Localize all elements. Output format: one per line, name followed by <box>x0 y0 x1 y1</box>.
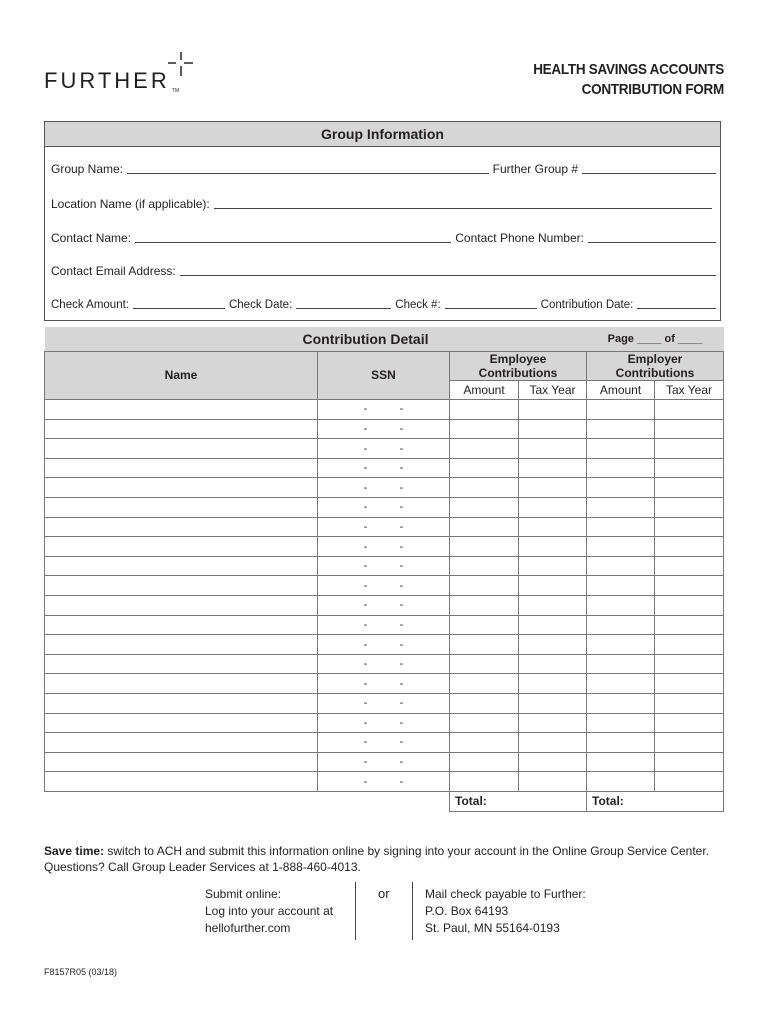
ssn-dash: - <box>399 638 404 651</box>
ssn-dash: - <box>399 540 404 553</box>
ssn-dash: - <box>399 403 404 416</box>
submit-url[interactable]: hellofurther.com <box>205 921 291 935</box>
employer-amount-cell[interactable] <box>587 694 655 714</box>
employee-tax-year-cell[interactable] <box>519 694 587 714</box>
ssn-cell[interactable] <box>318 733 450 753</box>
name-cell[interactable] <box>45 654 318 674</box>
ssn-dash: - <box>363 501 368 514</box>
name-cell[interactable] <box>45 674 318 694</box>
employer-tax-year-cell[interactable] <box>655 733 724 753</box>
group-name-field[interactable] <box>127 161 489 174</box>
divider-left <box>355 882 356 940</box>
employee-tax-year-cell[interactable] <box>519 772 587 792</box>
table-row <box>45 654 724 674</box>
employer-amount-cell[interactable] <box>587 400 655 420</box>
table-row <box>45 400 724 420</box>
ssn-dash: - <box>363 716 368 729</box>
ssn-cell[interactable] <box>318 517 450 537</box>
ssn-cell[interactable] <box>318 752 450 772</box>
table-row <box>45 772 724 792</box>
ssn-cell[interactable] <box>318 439 450 459</box>
name-cell[interactable] <box>45 694 318 714</box>
employer-total-label: Total: <box>592 794 624 809</box>
employer-tax-year-cell[interactable] <box>655 458 724 478</box>
logo-text: FURTHER <box>44 68 170 93</box>
table-row <box>45 439 724 459</box>
employer-tax-year-cell[interactable] <box>655 556 724 576</box>
employer-amount-cell[interactable] <box>587 439 655 459</box>
name-cell[interactable] <box>45 537 318 557</box>
employer-tax-year-cell[interactable] <box>655 419 724 439</box>
employee-amount-cell[interactable] <box>450 537 519 557</box>
employer-amount-cell[interactable] <box>587 576 655 596</box>
check-amount-label: Check Amount: <box>51 299 129 311</box>
employee-total-label: Total: <box>455 794 487 809</box>
employer-amount-cell[interactable] <box>587 478 655 498</box>
ssn-cell[interactable] <box>318 635 450 655</box>
ssn-dash: - <box>399 756 404 769</box>
submit-online-block <box>205 886 333 937</box>
ssn-dash: - <box>399 618 404 631</box>
mail-line-3: St. Paul, MN 55164-0193 <box>425 921 560 935</box>
employee-tax-year-cell[interactable] <box>519 713 587 733</box>
contribution-detail-table <box>44 327 724 812</box>
ssn-dash: - <box>399 736 404 749</box>
employer-amount-cell[interactable] <box>587 635 655 655</box>
contact-name-field[interactable] <box>135 230 451 243</box>
employee-amount-cell[interactable] <box>450 458 519 478</box>
employer-tax-year-cell[interactable] <box>655 615 724 635</box>
check-date-field[interactable] <box>296 296 391 309</box>
employee-tax-year-cell[interactable] <box>519 576 587 596</box>
contact-phone-label: Contact Phone Number: <box>455 231 584 245</box>
further-group-label: Further Group # <box>492 162 578 176</box>
page-of-label: Page ____ of ____ <box>587 327 724 351</box>
employee-amount-cell[interactable] <box>450 654 519 674</box>
employee-total-cell[interactable] <box>450 791 587 811</box>
save-time-note <box>44 843 734 875</box>
name-cell[interactable] <box>45 772 318 792</box>
ssn-dash: - <box>363 481 368 494</box>
employee-amount-cell[interactable] <box>450 596 519 616</box>
employer-tax-year-cell[interactable] <box>655 713 724 733</box>
further-group-field[interactable] <box>582 161 716 174</box>
ssn-dash: - <box>363 599 368 612</box>
ssn-cell[interactable] <box>318 537 450 557</box>
ssn-dash: - <box>363 560 368 573</box>
employee-tax-year-cell[interactable] <box>519 596 587 616</box>
ssn-dash: - <box>399 481 404 494</box>
ssn-dash: - <box>363 658 368 671</box>
ssn-cell[interactable] <box>318 694 450 714</box>
ssn-cell[interactable] <box>318 772 450 792</box>
ssn-dash: - <box>363 736 368 749</box>
ssn-dash: - <box>363 756 368 769</box>
employer-tax-year-cell[interactable] <box>655 694 724 714</box>
ssn-cell[interactable] <box>318 400 450 420</box>
table-row <box>45 478 724 498</box>
employer-amount-cell[interactable] <box>587 596 655 616</box>
ssn-dash: - <box>363 618 368 631</box>
name-cell[interactable] <box>45 478 318 498</box>
submit-line-1: Submit online: <box>205 887 282 901</box>
contribution-date-label: Contribution Date: <box>540 299 634 311</box>
employer-tax-year-cell[interactable] <box>655 537 724 557</box>
table-row <box>45 615 724 635</box>
name-cell[interactable] <box>45 419 318 439</box>
employer-contributions-header: Employer Contributions <box>587 351 724 380</box>
ssn-dash: - <box>363 677 368 690</box>
employer-tax-year-cell[interactable] <box>655 596 724 616</box>
table-row <box>45 752 724 772</box>
ssn-cell[interactable] <box>318 458 450 478</box>
check-number-field[interactable] <box>445 296 537 309</box>
employee-tax-year-cell[interactable] <box>519 654 587 674</box>
employer-tax-year-cell[interactable] <box>655 439 724 459</box>
check-date-label: Check Date: <box>228 299 293 311</box>
ssn-cell[interactable] <box>318 419 450 439</box>
employer-tax-year-cell[interactable] <box>655 576 724 596</box>
employee-tax-year-cell[interactable] <box>519 439 587 459</box>
ssn-cell[interactable] <box>318 713 450 733</box>
employee-tax-year-cell[interactable] <box>519 419 587 439</box>
employee-amount-cell[interactable] <box>450 615 519 635</box>
employee-amount-cell[interactable] <box>450 674 519 694</box>
ssn-cell[interactable] <box>318 596 450 616</box>
ssn-dash: - <box>399 501 404 514</box>
ssn-cell[interactable] <box>318 576 450 596</box>
form-number: F8157R05 (03/18) <box>44 967 118 977</box>
contact-email-row <box>51 260 716 278</box>
table-row <box>45 517 724 537</box>
mail-check-block <box>425 886 586 937</box>
employer-amount-cell[interactable] <box>587 654 655 674</box>
ssn-dash: - <box>363 775 368 788</box>
ssn-dash: - <box>363 579 368 592</box>
employee-amount-cell[interactable] <box>450 752 519 772</box>
ssn-dash: - <box>399 677 404 690</box>
ssn-dash: - <box>363 442 368 455</box>
ssn-dash: - <box>363 638 368 651</box>
ssn-dash: - <box>399 442 404 455</box>
ssn-dash: - <box>399 560 404 573</box>
check-amount-field[interactable] <box>133 296 225 309</box>
ssn-dash: - <box>399 775 404 788</box>
table-row <box>45 733 724 753</box>
ssn-column-header: SSN <box>318 351 450 400</box>
table-row <box>45 556 724 576</box>
employee-tax-year-cell[interactable] <box>519 615 587 635</box>
divider-right <box>412 882 413 940</box>
employer-amount-cell[interactable] <box>587 674 655 694</box>
ssn-dash: - <box>363 403 368 416</box>
employee-tax-year-cell[interactable] <box>519 674 587 694</box>
save-time-text: switch to ACH and submit this information online by signing into your account in the Online Group Service Center. <box>104 844 710 858</box>
mail-line-2: P.O. Box 64193 <box>425 904 509 918</box>
name-cell[interactable] <box>45 615 318 635</box>
location-label: Location Name (if applicable): <box>51 197 210 211</box>
employee-tax-year-cell[interactable] <box>519 537 587 557</box>
employer-total-cell[interactable] <box>587 791 724 811</box>
save-time-bold: Save time: <box>44 844 105 858</box>
ssn-dash: - <box>399 520 404 533</box>
ssn-cell[interactable] <box>318 478 450 498</box>
ssn-dash: - <box>399 658 404 671</box>
title-line-1: HEALTH SAVINGS ACCOUNTS <box>533 61 724 78</box>
employer-amount-cell[interactable] <box>587 517 655 537</box>
employer-amount-header: Amount <box>587 380 655 400</box>
employer-amount-cell[interactable] <box>587 615 655 635</box>
employee-amount-cell[interactable] <box>450 419 519 439</box>
mail-line-1: Mail check payable to Further: <box>425 887 586 901</box>
employer-tax-year-cell[interactable] <box>655 517 724 537</box>
table-row <box>45 596 724 616</box>
employer-tax-year-cell[interactable] <box>655 635 724 655</box>
employer-amount-cell[interactable] <box>587 733 655 753</box>
table-row <box>45 419 724 439</box>
ssn-dash: - <box>399 462 404 475</box>
check-row <box>51 293 716 311</box>
employer-tax-year-cell[interactable] <box>655 674 724 694</box>
title-line-2: CONTRIBUTION FORM <box>581 81 724 98</box>
questions-text: Questions? Call Group Leader Services at 1-888-460-4013. <box>44 860 361 874</box>
contact-name-label: Contact Name: <box>51 231 132 245</box>
employer-tax-year-cell[interactable] <box>655 752 724 772</box>
employer-amount-cell[interactable] <box>587 772 655 792</box>
contribution-detail-header: Contribution Detail <box>45 327 587 351</box>
group-name-label: Group Name: <box>51 162 124 176</box>
name-cell[interactable] <box>45 458 318 478</box>
contact-name-row <box>51 227 716 245</box>
name-cell[interactable] <box>45 576 318 596</box>
employee-tax-year-cell[interactable] <box>519 635 587 655</box>
employee-amount-cell[interactable] <box>450 400 519 420</box>
employee-tax-year-cell[interactable] <box>519 400 587 420</box>
name-column-header: Name <box>45 351 318 400</box>
name-cell[interactable] <box>45 498 318 518</box>
employee-amount-cell[interactable] <box>450 713 519 733</box>
table-row <box>45 635 724 655</box>
check-number-label: Check #: <box>395 299 441 311</box>
employer-amount-cell[interactable] <box>587 498 655 518</box>
table-row <box>45 576 724 596</box>
employee-amount-header: Amount <box>450 380 519 400</box>
contact-phone-field[interactable] <box>588 230 716 243</box>
employee-tax-year-header: Tax Year <box>519 380 587 400</box>
ssn-dash: - <box>363 540 368 553</box>
employee-tax-year-cell[interactable] <box>519 458 587 478</box>
logo-trademark: TM <box>172 88 180 94</box>
employer-tax-year-cell[interactable] <box>655 772 724 792</box>
ssn-dash: - <box>399 599 404 612</box>
name-cell[interactable] <box>45 752 318 772</box>
table-row <box>45 694 724 714</box>
employee-tax-year-cell[interactable] <box>519 752 587 772</box>
ssn-cell[interactable] <box>318 674 450 694</box>
employee-amount-cell[interactable] <box>450 439 519 459</box>
employer-amount-cell[interactable] <box>587 458 655 478</box>
group-name-row <box>51 158 716 176</box>
ssn-dash: - <box>363 462 368 475</box>
employee-amount-cell[interactable] <box>450 694 519 714</box>
employer-amount-cell[interactable] <box>587 752 655 772</box>
employer-tax-year-cell[interactable] <box>655 498 724 518</box>
or-label: or <box>378 886 390 901</box>
employer-amount-cell[interactable] <box>587 419 655 439</box>
ssn-cell[interactable] <box>318 556 450 576</box>
table-row <box>45 458 724 478</box>
employer-tax-year-header: Tax Year <box>655 380 724 400</box>
further-logo <box>44 70 170 92</box>
name-cell[interactable] <box>45 400 318 420</box>
employee-tax-year-cell[interactable] <box>519 556 587 576</box>
group-information-box <box>44 121 721 321</box>
employer-tax-year-cell[interactable] <box>655 478 724 498</box>
employee-amount-cell[interactable] <box>450 635 519 655</box>
contact-email-label: Contact Email Address: <box>51 264 176 278</box>
location-field[interactable] <box>214 196 712 209</box>
employee-amount-cell[interactable] <box>450 576 519 596</box>
name-cell[interactable] <box>45 733 318 753</box>
ssn-dash: - <box>363 422 368 435</box>
ssn-dash: - <box>399 422 404 435</box>
employee-amount-cell[interactable] <box>450 733 519 753</box>
name-cell[interactable] <box>45 517 318 537</box>
employer-amount-cell[interactable] <box>587 537 655 557</box>
name-cell[interactable] <box>45 556 318 576</box>
ssn-dash: - <box>399 697 404 710</box>
table-row <box>45 537 724 557</box>
employee-amount-cell[interactable] <box>450 478 519 498</box>
table-row <box>45 674 724 694</box>
ssn-cell[interactable] <box>318 654 450 674</box>
ssn-dash: - <box>363 697 368 710</box>
name-cell[interactable] <box>45 635 318 655</box>
table-row <box>45 713 724 733</box>
employee-tax-year-cell[interactable] <box>519 478 587 498</box>
employee-tax-year-cell[interactable] <box>519 733 587 753</box>
ssn-dash: - <box>363 520 368 533</box>
employee-contributions-header: Employee Contributions <box>450 351 587 380</box>
submit-line-2: Log into your account at <box>205 904 334 918</box>
employee-tax-year-cell[interactable] <box>519 498 587 518</box>
employee-amount-cell[interactable] <box>450 498 519 518</box>
form-title <box>533 60 724 100</box>
employer-tax-year-cell[interactable] <box>655 400 724 420</box>
ssn-dash: - <box>399 579 404 592</box>
contribution-date-field[interactable] <box>637 296 716 309</box>
employee-amount-cell[interactable] <box>450 556 519 576</box>
group-information-header: Group Information <box>45 122 720 147</box>
employer-amount-cell[interactable] <box>587 713 655 733</box>
employee-amount-cell[interactable] <box>450 772 519 792</box>
contact-email-field[interactable] <box>180 263 716 276</box>
table-row <box>45 498 724 518</box>
logo-spark-icon <box>168 52 194 78</box>
ssn-cell[interactable] <box>318 615 450 635</box>
employer-amount-cell[interactable] <box>587 556 655 576</box>
employer-tax-year-cell[interactable] <box>655 654 724 674</box>
name-cell[interactable] <box>45 713 318 733</box>
name-cell[interactable] <box>45 596 318 616</box>
location-row <box>51 193 716 211</box>
employee-amount-cell[interactable] <box>450 517 519 537</box>
ssn-dash: - <box>399 716 404 729</box>
employee-tax-year-cell[interactable] <box>519 517 587 537</box>
ssn-cell[interactable] <box>318 498 450 518</box>
name-cell[interactable] <box>45 439 318 459</box>
